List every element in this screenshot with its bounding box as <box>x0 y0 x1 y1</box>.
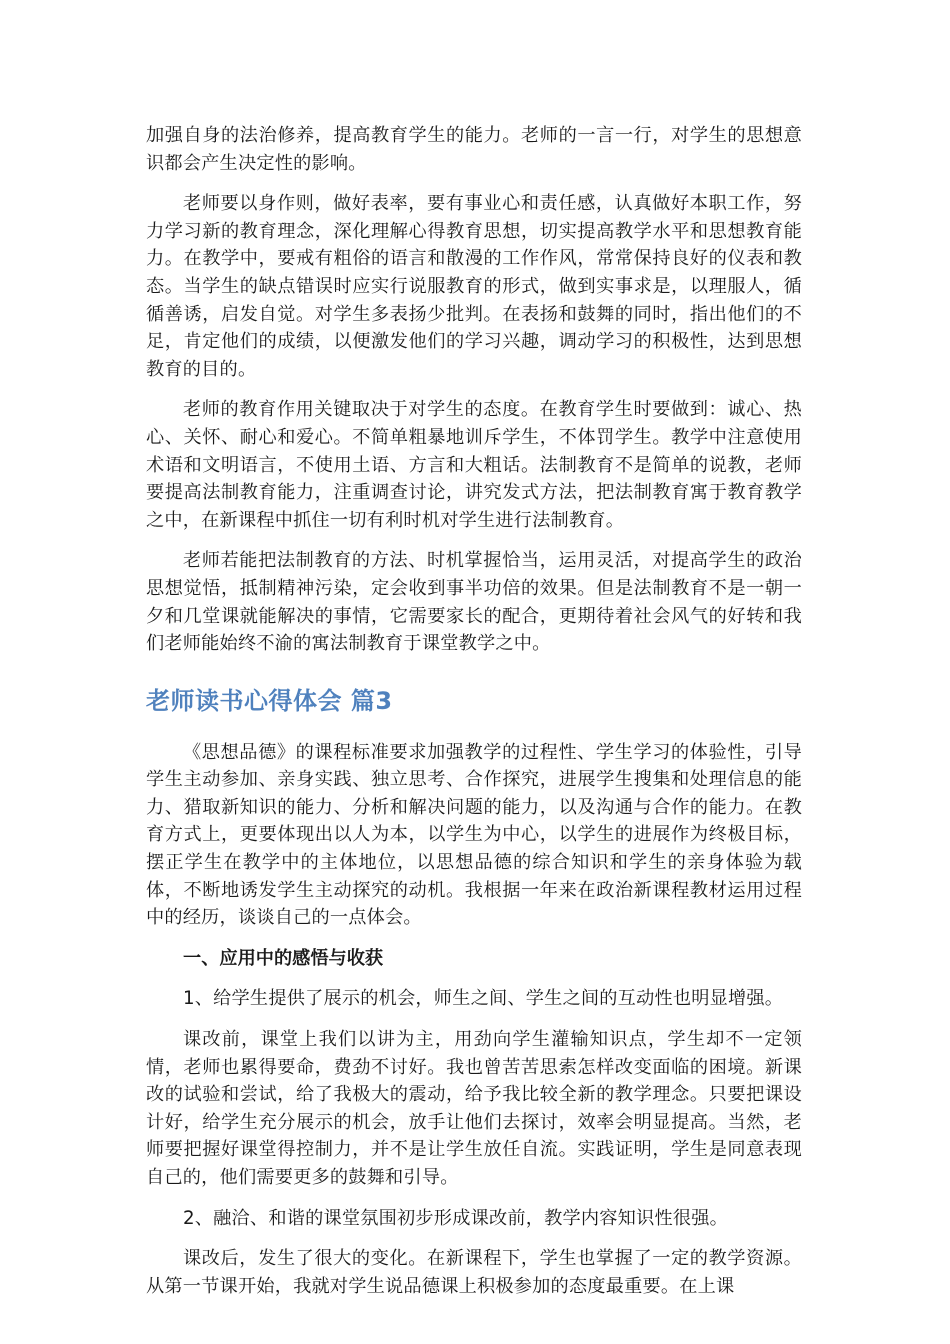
paragraph-teacher-example: 老师要以身作则，做好表率，要有事业心和责任感，认真做好本职工作，努力学习新的教育理念，深化理解心得教育思想，切实提高教学水平和思想教育能力。在教学中，要戒有粗俗的语言和散漫的工作作风，常常保持良好的仪表和教态。当学生的缺点错误时应实行说服教育的形式，做到实事求是，以理服人，循循善诱，启发自觉。对学生多表扬少批判。在表扬和鼓舞的同时，指出他们的不足，肯定他们的成绩，以便激发他们的学习兴趣，调动学习的积极性，达到思想教育的目的。 <box>146 193 802 380</box>
paragraph-legal-education: 老师若能把法制教育的方法、时机掌握恰当，运用灵活，对提高学生的政治思想觉悟，抵制精神污染，定会收到事半功倍的效果。但是法制教育不是一朝一夕和几堂课就能解决的事情，它需要家长的配合，更期待着社会风气的好转和我们老师能始终不渝的寓法制教育于课堂教学之中。 <box>146 550 802 655</box>
paragraph-intro: 《思想品德》的课程标准要求加强教学的过程性、学生学习的体验性，引导学生主动参加、亲身实践、独立思考、合作探究，进展学生搜集和处理信息的能力、猎取新知识的能力、分析和解决问题的能力，以及沟通与合作的能力。在教育方式上，更要体现出以人为本，以学生为中心，以学生的进展作为终极目标，摆正学生在教学中的主体地位，以思想品德的综合知识和学生的亲身体验为载体，不断地诱发学生主动探究的动机。我根据一年来在政治新课程教材运用过程中的经历，谈谈自己的一点体会。 <box>146 741 802 929</box>
document-page <box>146 122 802 1313</box>
section-heading: 老师读书心得体会 篇3 <box>146 686 393 715</box>
list-item-2: 2、融洽、和谐的课堂氛围初步形成课改前，教学内容知识性很强。 <box>183 1207 729 1229</box>
paragraph-teacher-attitude: 老师的教育作用关键取决于对学生的态度。在教育学生时要做到：诚心、热心、关怀、耐心和爱心。不简单粗暴地训斥学生，不体罚学生。教学中注意使用术语和文明语言，不使用土语、方言和大粗话。法制教育不是简单的说教，老师要提高法制教育能力，注重调查讨论，讲究发式方法，把法制教育寓于教育教学之中，在新课程中抓住一切有利时机对学生进行法制教育。 <box>146 399 802 531</box>
paragraph-continued: 加强自身的法治修养，提高教育学生的能力。老师的一言一行，对学生的思想意识都会产生决定性的影响。 <box>146 125 802 174</box>
paragraph-before-reform: 课改前，课堂上我们以讲为主，用劲向学生灌输知识点，学生却不一定领情，老师也累得要命，费劲不讨好。我也曾苦苦思索怎样改变面临的困境。新课改的试验和尝试，给了我极大的震动，给予我比较全新的教学理念。只要把课设计好，给学生充分展示的机会，放手让他们去探讨，效率会明显提高。当然，老师要把握好课堂得控制力，并不是让学生放任自流。实践证明，学生是同意表现自己的，他们需要更多的鼓舞和引导。 <box>146 1029 802 1188</box>
paragraph-after-reform: 课改后，发生了很大的变化。在新课程下，学生也掌握了一定的教学资源。从第一节课开始，我就对学生说品德课上积极参加的态度最重要。在上课 <box>146 1248 802 1297</box>
subheading: 一、应用中的感悟与收获 <box>183 947 384 969</box>
list-item-1: 1、给学生提供了展示的机会，师生之间、学生之间的互动性也明显增强。 <box>183 988 784 1010</box>
